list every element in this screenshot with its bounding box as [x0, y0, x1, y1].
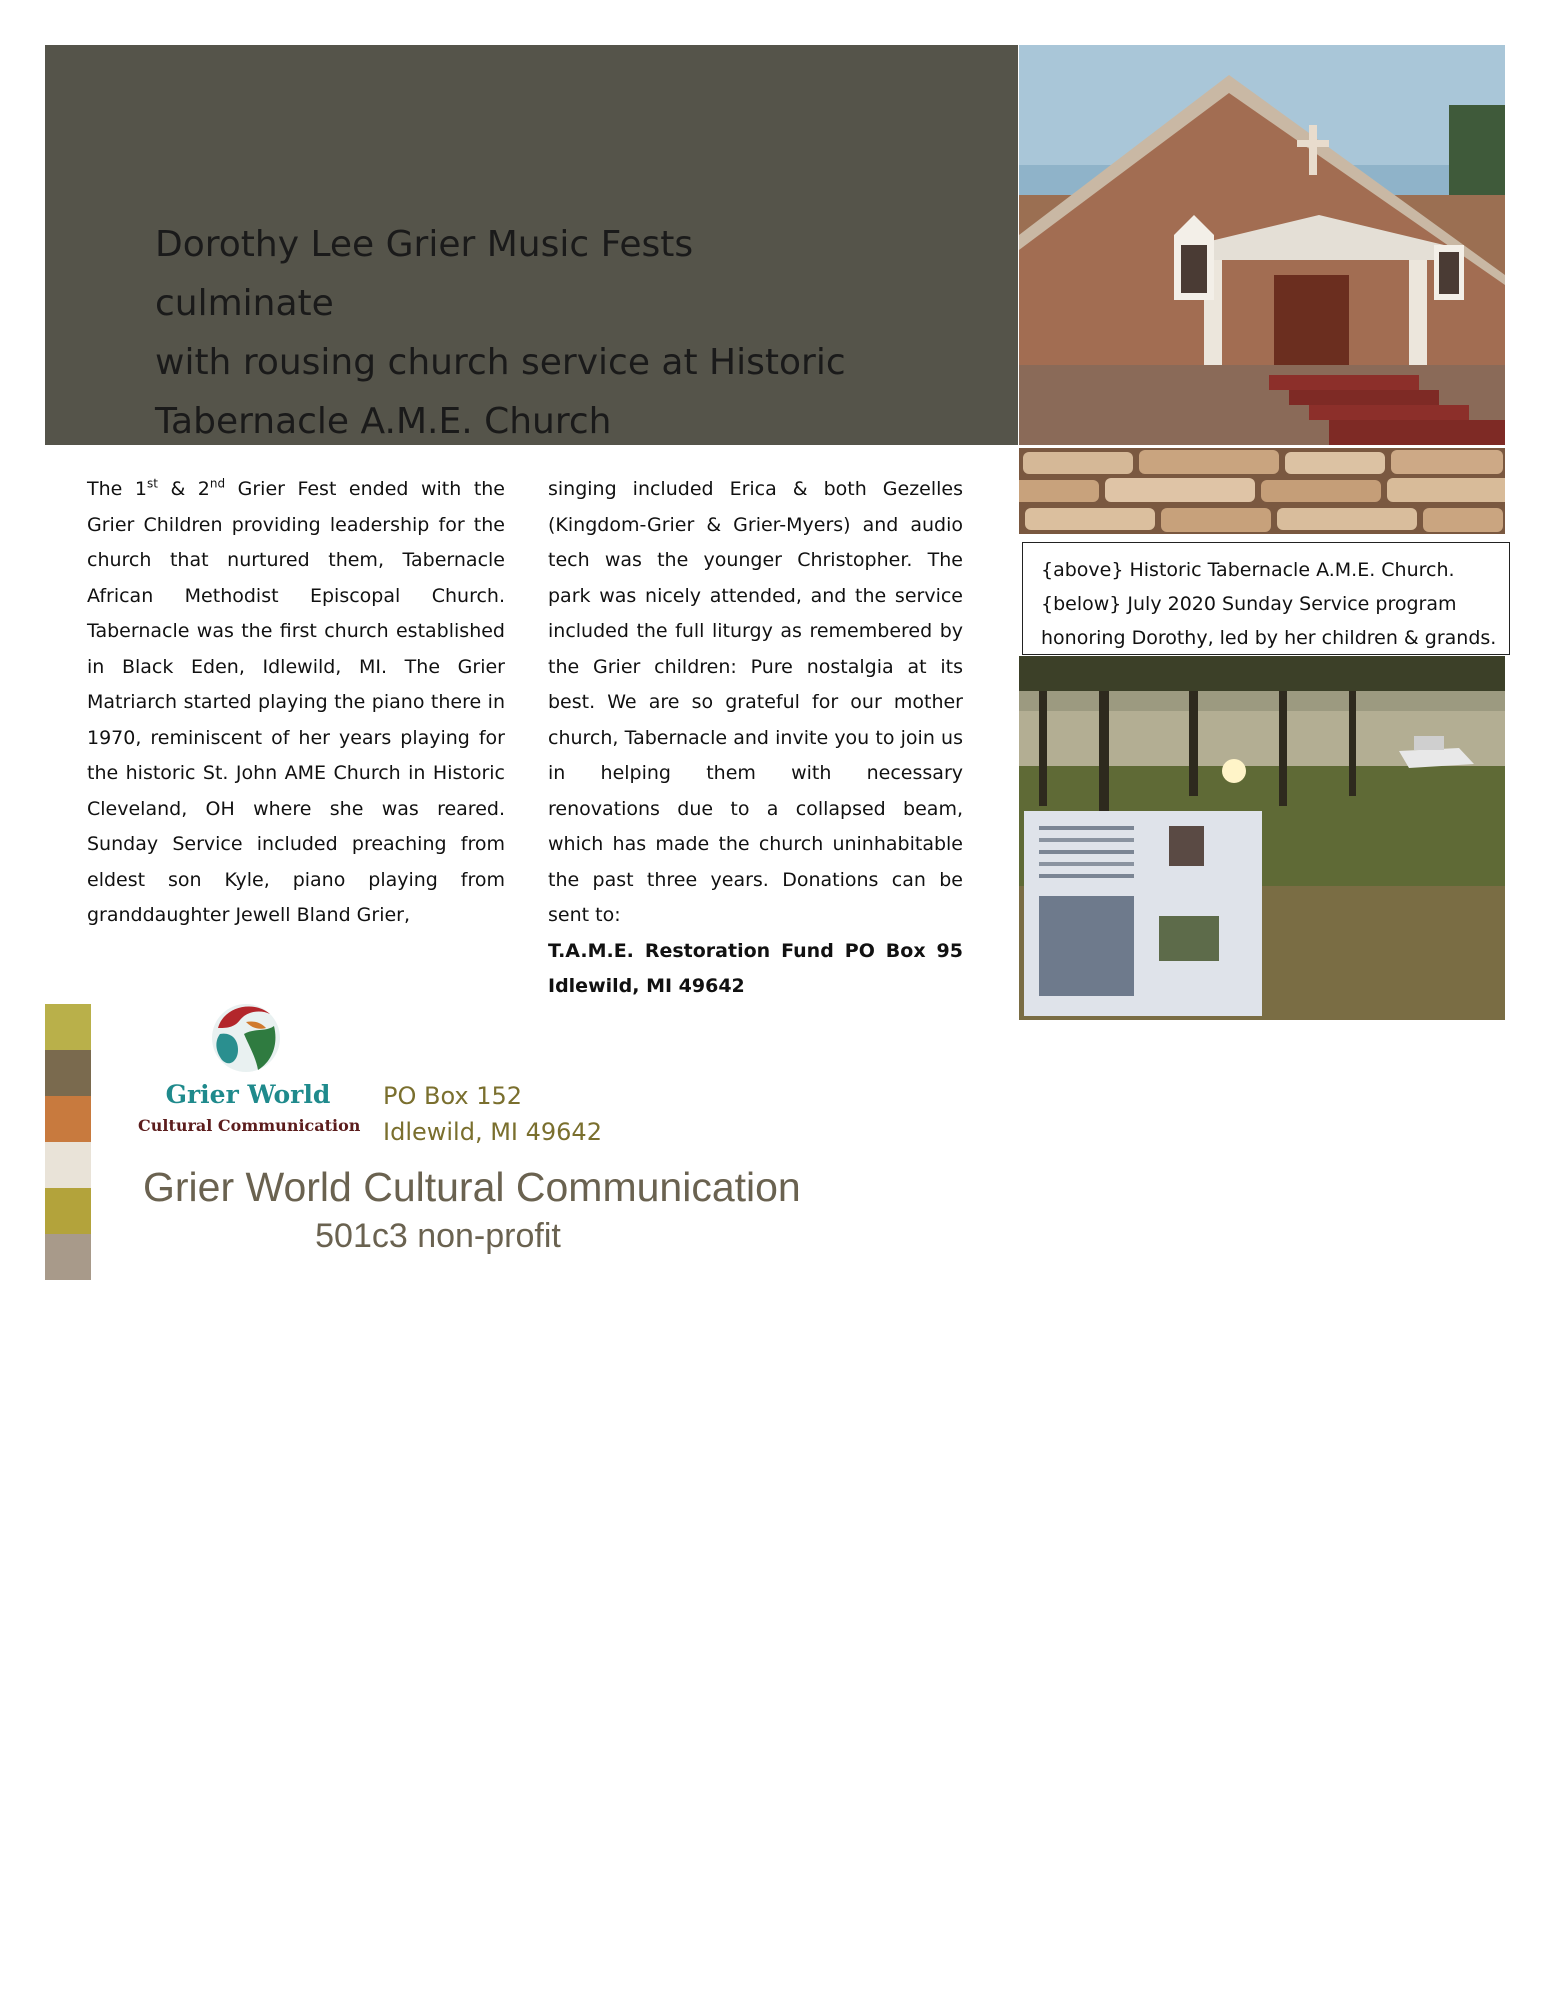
organization-block [143, 1162, 801, 1260]
address-line: Idlewild, MI 49642 [383, 1118, 602, 1146]
headline-line: with rousing church service at Historic [155, 342, 846, 383]
color-swatch [45, 1096, 91, 1142]
color-swatch [45, 1142, 91, 1188]
caption-line: honoring Dorothy, led by her children & grands. [1041, 627, 1497, 649]
color-swatch [45, 1004, 91, 1050]
color-swatch [45, 1188, 91, 1234]
grier-world-logo [138, 998, 361, 1138]
article-column-right [548, 472, 963, 1005]
organization-status: 501c3 non-profit [315, 1217, 561, 1255]
article-text: The 1 [87, 478, 147, 500]
photo-caption [1022, 542, 1510, 655]
donation-address: T.A.M.E. Restoration Fund PO Box 95 Idlewild, MI 49642 [548, 939, 963, 997]
caption-line: {below} July 2020 Sunday Service program [1041, 593, 1457, 615]
color-swatch [45, 1234, 91, 1280]
article-text: & 2 [157, 478, 210, 500]
address-line: PO Box 152 [383, 1082, 523, 1110]
headline-line: Tabernacle A.M.E. Church [155, 401, 612, 442]
header-band [45, 45, 1018, 445]
sunday-service-photo [1019, 656, 1505, 1020]
color-swatch [45, 1050, 91, 1096]
caption-line: {above} Historic Tabernacle A.M.E. Church. [1041, 559, 1455, 581]
article-column-left [87, 472, 505, 934]
headline [155, 215, 875, 451]
globe-logo-icon [204, 998, 288, 1076]
article-text: Grier Fest ended with the Grier Children providing leadership for the church that nurtured them, Tabernacle African Methodist Episcopal Church. Tabernacle was the first church established in Black Eden, Idlewild, MI. The Grier Matriarch started playing the piano there in 1970, reminiscent of her years playing for the historic St. John AME Church in Historic Cleveland, OH where she was reared. Sunday Service included preaching from eldest son Kyle, piano playing from granddaughter Jewell Bland Grier, [87, 478, 505, 926]
ordinal-suffix: nd [209, 476, 226, 491]
logo-name: Grier World [165, 1080, 331, 1109]
stone-wall-photo [1019, 448, 1505, 534]
mailing-address [383, 1078, 602, 1150]
ordinal-suffix: st [146, 476, 158, 491]
logo-subtitle: Cultural Communication [138, 1116, 361, 1135]
organization-name: Grier World Cultural Communication [143, 1164, 801, 1210]
article-paragraph: singing included Erica & both Gezelles (Kingdom-Grier & Grier-Myers) and audio tech was the younger Christopher. The park was nicely attended, and the service included the full liturgy as remembered by the Grier children: Pure nostalgia at its best. We are so grateful for our mother church, Tabernacle and invite you to join us in helping them with necessary renovations due to a collapsed beam, which has made the church uninhabitable the past three years. Donations can be sent to: [548, 478, 963, 926]
headline-line: Dorothy Lee Grier Music Fests culminate [155, 224, 694, 324]
article-paragraph [87, 472, 505, 934]
church-photo [1019, 45, 1505, 445]
color-swatches [45, 1004, 91, 1280]
